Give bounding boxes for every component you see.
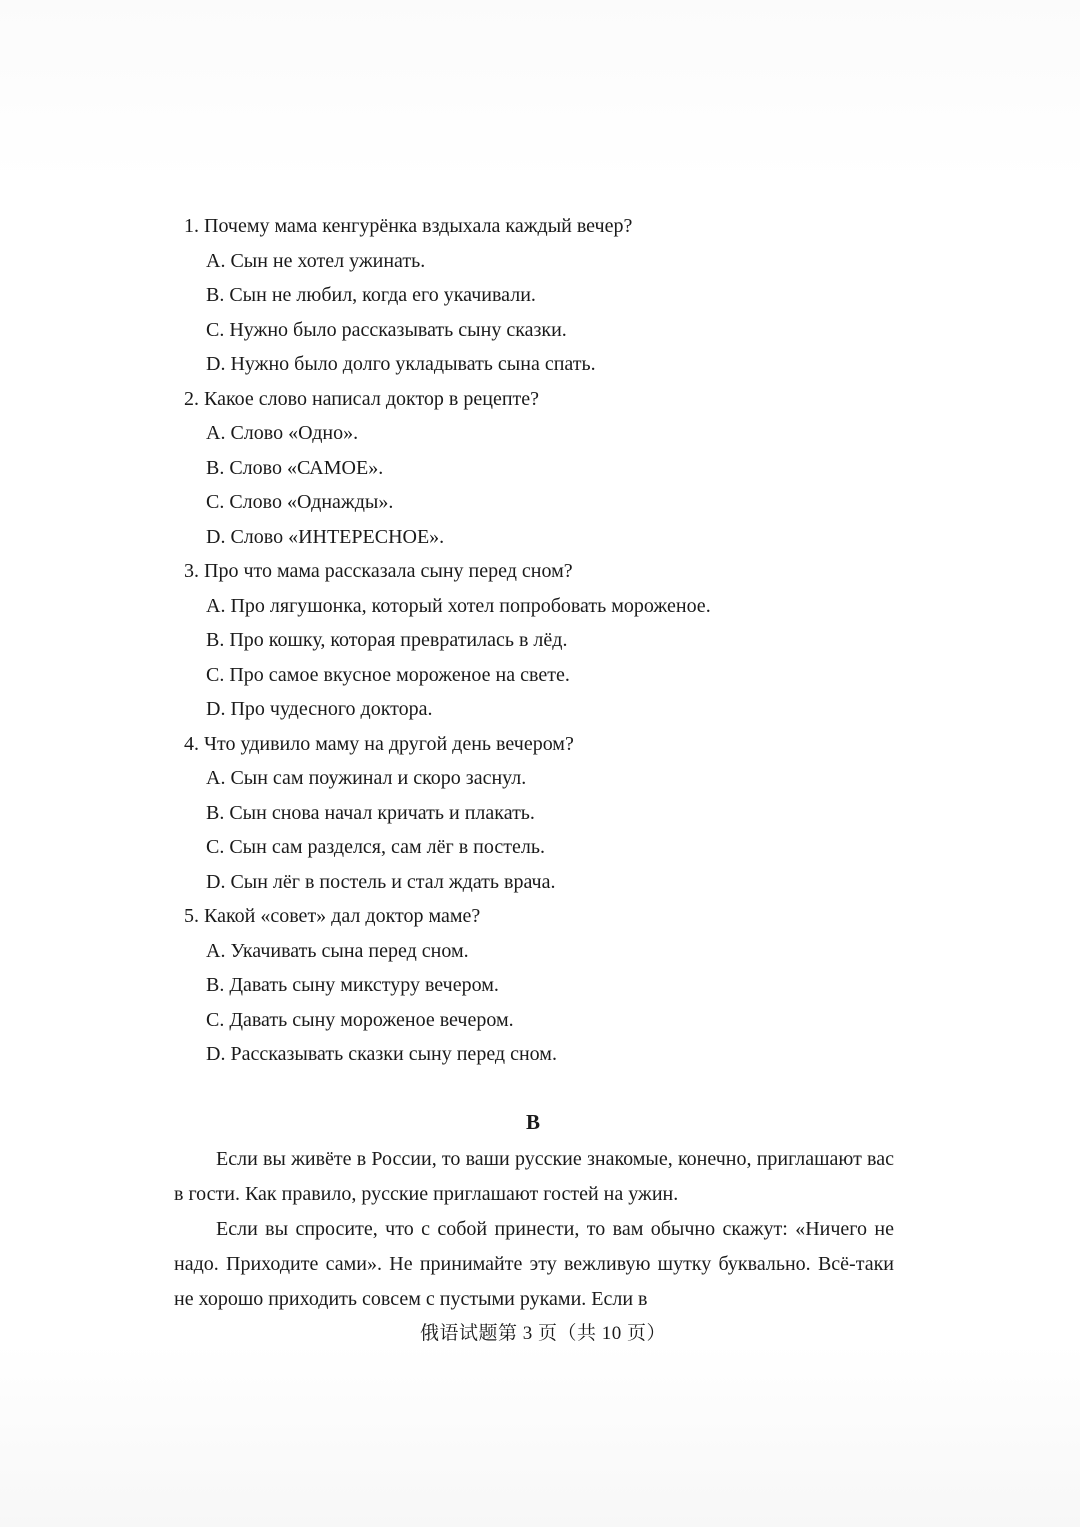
- answer-option-c: C. Сын сам разделся, сам лёг в постель.: [206, 836, 545, 858]
- answer-option-c: C. Слово «Однажды».: [206, 491, 394, 513]
- answer-option-c: C. Нужно было рассказывать сыну сказки.: [206, 318, 567, 341]
- question-1: [184, 209, 944, 382]
- question-stem: 3. Про что мама рассказала сыну перед сном?: [184, 560, 573, 582]
- answer-option-d: D. Слово «ИНТЕРЕСНОЕ».: [206, 525, 445, 548]
- answer-option-b: B. Слово «САМОЕ».: [206, 456, 384, 479]
- section-heading: [0, 1110, 1080, 1135]
- answer-option-c: C. Про самое вкусное мороженое на свете.: [206, 663, 570, 686]
- answer-option-d: D. Сын лёг в постель и стал ждать врача.: [206, 870, 556, 893]
- answer-option-a: A. Про лягушонка, который хотел попробовать мороженое.: [206, 594, 711, 617]
- question-list: [184, 209, 944, 1072]
- answer-option-d: D. Нужно было долго укладывать сына спать.: [206, 353, 596, 375]
- question-3: [184, 554, 944, 727]
- question-4: [184, 727, 944, 900]
- answer-option-b: B. Сын снова начал кричать и плакать.: [206, 801, 535, 824]
- answer-option-b: B. Про кошку, которая превратилась в лёд.: [206, 629, 568, 651]
- page-number-label: 俄语试题第 3 页（共 10 页）: [419, 1323, 666, 1344]
- answer-option-a: A. Сын сам поужинал и скоро заснул.: [206, 767, 527, 789]
- page-footer: [0, 1318, 1080, 1345]
- question-stem: 4. Что удивило маму на другой день вечером?: [184, 732, 574, 755]
- question-stem: 1. Почему мама кенгурёнка вздыхала каждый вечер?: [184, 215, 633, 237]
- question-stem: 5. Какой «совет» дал доктор маме?: [184, 905, 481, 927]
- passage-paragraph: Если вы живёте в России, то ваши русские знакомые, конечно, приглашают вас в гости. Как правило, русские приглашают гостей на ужин.: [174, 1148, 894, 1205]
- question-stem: 2. Какое слово написал доктор в рецепте?: [184, 387, 540, 410]
- answer-option-d: D. Про чудесного доктора.: [206, 698, 433, 720]
- section-heading-label: B: [525, 1110, 540, 1134]
- answer-option-d: D. Рассказывать сказки сыну перед сном.: [206, 1043, 557, 1065]
- answer-option-b: B. Сын не любил, когда его укачивали.: [206, 284, 536, 306]
- answer-option-b: B. Давать сыну микстуру вечером.: [206, 974, 499, 996]
- question-2: [184, 382, 944, 555]
- question-5: [184, 899, 944, 1072]
- answer-option-a: A. Сын не хотел ужинать.: [206, 249, 426, 272]
- answer-option-a: A. Слово «Одно».: [206, 422, 359, 444]
- answer-option-c: C. Давать сыну мороженое вечером.: [206, 1008, 514, 1031]
- reading-passage: [174, 1142, 894, 1317]
- passage-paragraph: Если вы спросите, что с собой принести, то вам обычно скажут: «Ничего не надо. Приходите сами». Не принимайте эту вежливую шутку буквально. Всё-таки не хорошо приходить совсем с пустыми руками. Если в: [174, 1218, 894, 1310]
- answer-option-a: A. Укачивать сына перед сном.: [206, 939, 469, 962]
